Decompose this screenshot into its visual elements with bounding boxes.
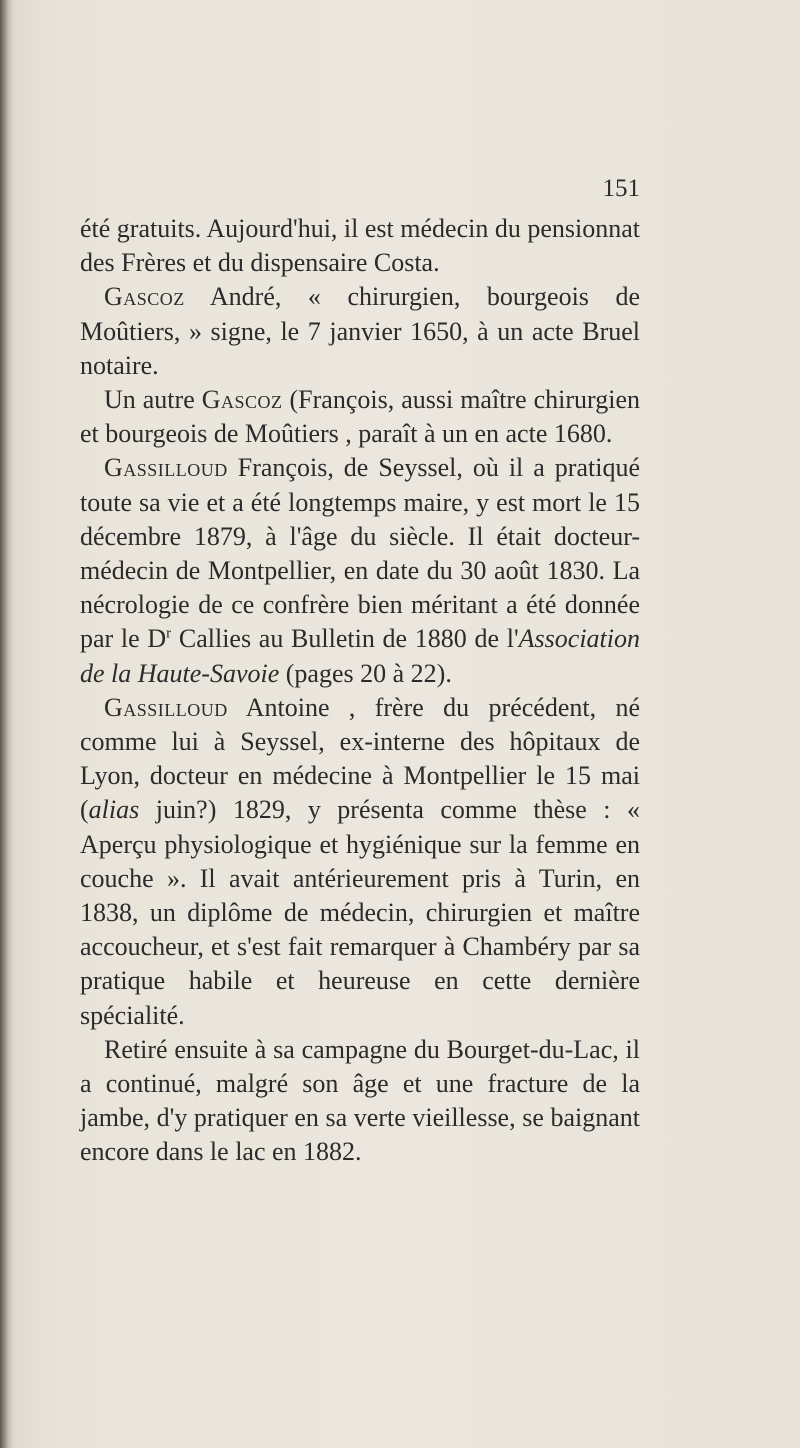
paragraph-text: Un autre bbox=[104, 385, 202, 415]
paragraph-gassilloud-francois bbox=[80, 451, 640, 690]
paragraph-text: François, de Seyssel, où il a pratiqué toute sa vie et a été longtemps maire, y est mort le 15 décembre 1879, à l'âge du siècle. Il était docteur-médecin de Montpellier, en date du 30 août 1830. La nécrologie de ce confrère bien méritant a été donnée par le D bbox=[80, 453, 640, 654]
paragraph-retire: Retiré ensuite à sa campagne du Bourget-du-Lac, il a continué, malgré son âge et une fracture de la jambe, d'y pratiquer en sa verte vieillesse, se baignant encore dans le lac en 1882. bbox=[80, 1034, 640, 1167]
paragraph-text: juin?) 1829, y présenta comme thèse : « Aperçu physiologique et hygiénique sur la femme en couche ». Il avait antérieurement pris à Turin, en 1838, un diplôme de médecin, chirurgien et maître accoucheur, et s'est fait remarquer à Chambéry par sa pratique habile et heureuse en cette dernière spécialité. bbox=[80, 795, 640, 1030]
paragraph-text: Callies au Bulletin de 1880 de l' bbox=[171, 624, 519, 654]
italic-title: Association de la Haute-Savoie bbox=[80, 624, 641, 688]
entry-name: Gassilloud bbox=[104, 453, 228, 483]
paragraph-continuation: été gratuits. Aujourd'hui, il est médecin du pensionnat des Frères et du dispensaire Costa. bbox=[80, 214, 640, 278]
entry-name: Gassilloud bbox=[104, 692, 228, 722]
entry-name: Gascoz bbox=[104, 282, 185, 312]
paragraph-text: (François, aussi maître chirurgien et bourgeois de Moûtiers , paraît à un en acte 1680. bbox=[80, 385, 640, 449]
binding-edge bbox=[0, 0, 14, 1448]
paragraph-gassilloud-antoine bbox=[80, 691, 640, 1033]
superscript: r bbox=[166, 625, 172, 642]
page-number: 151 bbox=[602, 175, 640, 202]
paragraph-text: André, « chirurgien, bourgeois de Moûtiers, » signe, le 7 janvier 1650, à un acte Bruel notaire. bbox=[80, 282, 640, 380]
paragraph-gascoz-francois bbox=[80, 383, 640, 451]
paragraph-text: Antoine , frère du précédent, né comme lui à Seyssel, ex-interne des hôpitaux de Lyon, docteur en médecine à Montpellier le 15 mai ( bbox=[80, 692, 640, 825]
italic-word: alias bbox=[88, 795, 140, 825]
paragraph-text: (pages 20 à 22). bbox=[279, 658, 452, 688]
paragraph-gascoz-andre bbox=[80, 280, 640, 383]
text-block bbox=[80, 212, 640, 1170]
entry-name: Gascoz bbox=[201, 385, 283, 415]
